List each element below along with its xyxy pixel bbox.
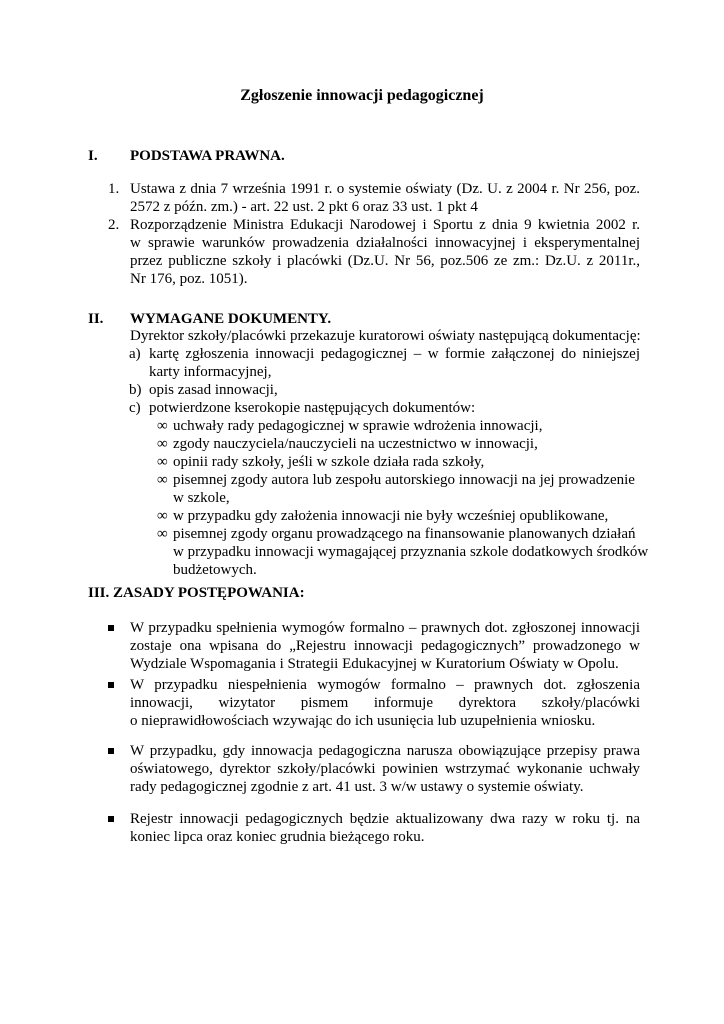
section-2-heading: WYMAGANE DOKUMENTY. (130, 311, 332, 327)
item-line: W przypadku niespełnienia wymogów formalno – prawnych dot. zgłoszenia (130, 677, 640, 693)
procedure-bullet-2 (130, 676, 640, 730)
section-1-heading: PODSTAWA PRAWNA. (130, 148, 285, 164)
item-line: rady pedagogicznej zgodnie z art. 41 ust. 3 w/w ustawy o systemie oświaty. (130, 779, 584, 795)
section-1-list (108, 180, 640, 288)
item-line: karty informacyjnej, (149, 364, 272, 380)
item-line: opis zasad innowacji, (149, 382, 278, 398)
procedure-bullet-content (130, 810, 640, 846)
procedure-bullet-content (130, 676, 640, 730)
sub-item-5 (130, 507, 640, 525)
procedure-bullet-content (130, 742, 640, 796)
item-line: o nieprawidłowościach wzywając do ich usunięcia lub uzupełnienia wniosku. (130, 713, 596, 729)
list-number: 2. (108, 217, 120, 233)
procedure-bullet-content (130, 619, 640, 673)
list-number: 1. (108, 181, 120, 197)
list-letter: b) (129, 382, 142, 398)
infinity-bullet-icon: ∞ (157, 472, 168, 488)
item-line: opinii rady szkoły, jeśli w szkole działa rada szkoły, (173, 454, 485, 470)
document-item-a (130, 345, 640, 381)
item-line: zostaje ona wpisana do „Rejestru innowacji pedagogicznych” prowadzonego w (130, 638, 640, 654)
legal-basis-item-2 (108, 216, 640, 288)
document-title: Zgłoszenie innowacji pedagogicznej (240, 87, 484, 104)
list-letter: c) (129, 400, 141, 416)
sub-item-3 (130, 453, 640, 471)
item-line: potwierdzone kserokopie następujących dokumentów: (149, 400, 476, 416)
item-line: zgody nauczyciela/nauczycieli na uczestnictwo w innowacji, (173, 436, 538, 452)
item-line: oświatowego, dyrektor szkoły/placówki powinien wstrzymać wykonanie uchwały (130, 761, 640, 777)
section-2-body (129, 327, 649, 579)
section-2-number: II. (88, 311, 104, 327)
item-line: pisemnej zgody organu prowadzącego na finansowanie planowanych działań (173, 526, 636, 542)
procedure-bullet-1 (130, 619, 640, 673)
square-bullet-icon (108, 816, 114, 822)
infinity-bullet-icon: ∞ (157, 508, 168, 524)
infinity-bullet-icon: ∞ (157, 436, 168, 452)
item-line: Rejestr innowacji pedagogicznych będzie aktualizowany dwa razy w roku tj. na (130, 811, 640, 827)
sub-item-1 (130, 417, 640, 435)
square-bullet-icon (108, 625, 114, 631)
procedure-bullet-3 (130, 742, 640, 796)
list-letter: a) (129, 346, 141, 362)
item-line: w szkole, (173, 490, 230, 506)
item-line: uchwały rady pedagogicznej w sprawie wdrożenia innowacji, (173, 418, 543, 434)
sub-item-2 (130, 435, 640, 453)
item-line: koniec lipca oraz koniec grudnia bieżącego roku. (130, 829, 425, 845)
item-line: w przypadku innowacji wymagającej przyznania szkole dodatkowych środków (173, 544, 649, 560)
item-line: pisemnej zgody autora lub zespołu autorskiego innowacji na jej prowadzenie (173, 472, 635, 488)
item-line: W przypadku, gdy innowacja pedagogiczna narusza obowiązujące przepisy prawa (130, 743, 640, 759)
item-line: w przypadku gdy założenia innowacji nie były wcześniej opublikowane, (173, 508, 609, 524)
section-2-intro: Dyrektor szkoły/placówki przekazuje kuratorowi oświaty następującą dokumentację: (130, 328, 641, 344)
item-line: przez publiczne szkoły i placówki (Dz.U. Nr 56, poz.506 ze zm.: Dz.U. z 2011r., (130, 253, 640, 269)
item-line: w sprawie warunków prowadzenia działalności innowacyjnej i eksperymentalnej (130, 235, 640, 251)
square-bullet-icon (108, 748, 114, 754)
item-line: kartę zgłoszenia innowacji pedagogicznej – w formie załączonej do niniejszej (149, 346, 640, 362)
legal-basis-item-1 (108, 180, 640, 216)
item-line: budżetowych. (173, 562, 257, 578)
item-line: Nr 176, poz. 1051). (130, 271, 248, 287)
document-item-b (130, 381, 640, 399)
item-line: Ustawa z dnia 7 września 1991 r. o systemie oświaty (Dz. U. z 2004 r. Nr 256, poz. (130, 181, 640, 197)
item-line: W przypadku spełnienia wymogów formalno – prawnych dot. zgłoszonej innowacji (130, 620, 640, 636)
item-line: Rozporządzenie Ministra Edukacji Narodowej i Sportu z dnia 9 kwietnia 2002 r. (130, 217, 640, 233)
infinity-bullet-icon: ∞ (157, 418, 168, 434)
infinity-bullet-icon: ∞ (157, 526, 168, 542)
item-line: innowacji, wizytator pismem informuje dyrektora szkoły/placówki (130, 695, 640, 711)
item-line: 2572 z późn. zm.) - art. 22 ust. 2 pkt 6 oraz 33 ust. 1 pkt 4 (130, 199, 478, 215)
infinity-bullet-icon: ∞ (157, 454, 168, 470)
section-1-number: I. (88, 148, 98, 164)
document-item-c (130, 399, 640, 417)
section-3-heading: III. ZASADY POSTĘPOWANIA: (88, 585, 305, 601)
sub-item-4 (130, 471, 640, 507)
item-line: Wydziale Wspomagania i Strategii Edukacyjnej w Kuratorium Oświaty w Opolu. (130, 656, 619, 672)
procedure-bullet-4 (130, 810, 640, 846)
square-bullet-icon (108, 682, 114, 688)
sub-item-6 (130, 525, 649, 579)
